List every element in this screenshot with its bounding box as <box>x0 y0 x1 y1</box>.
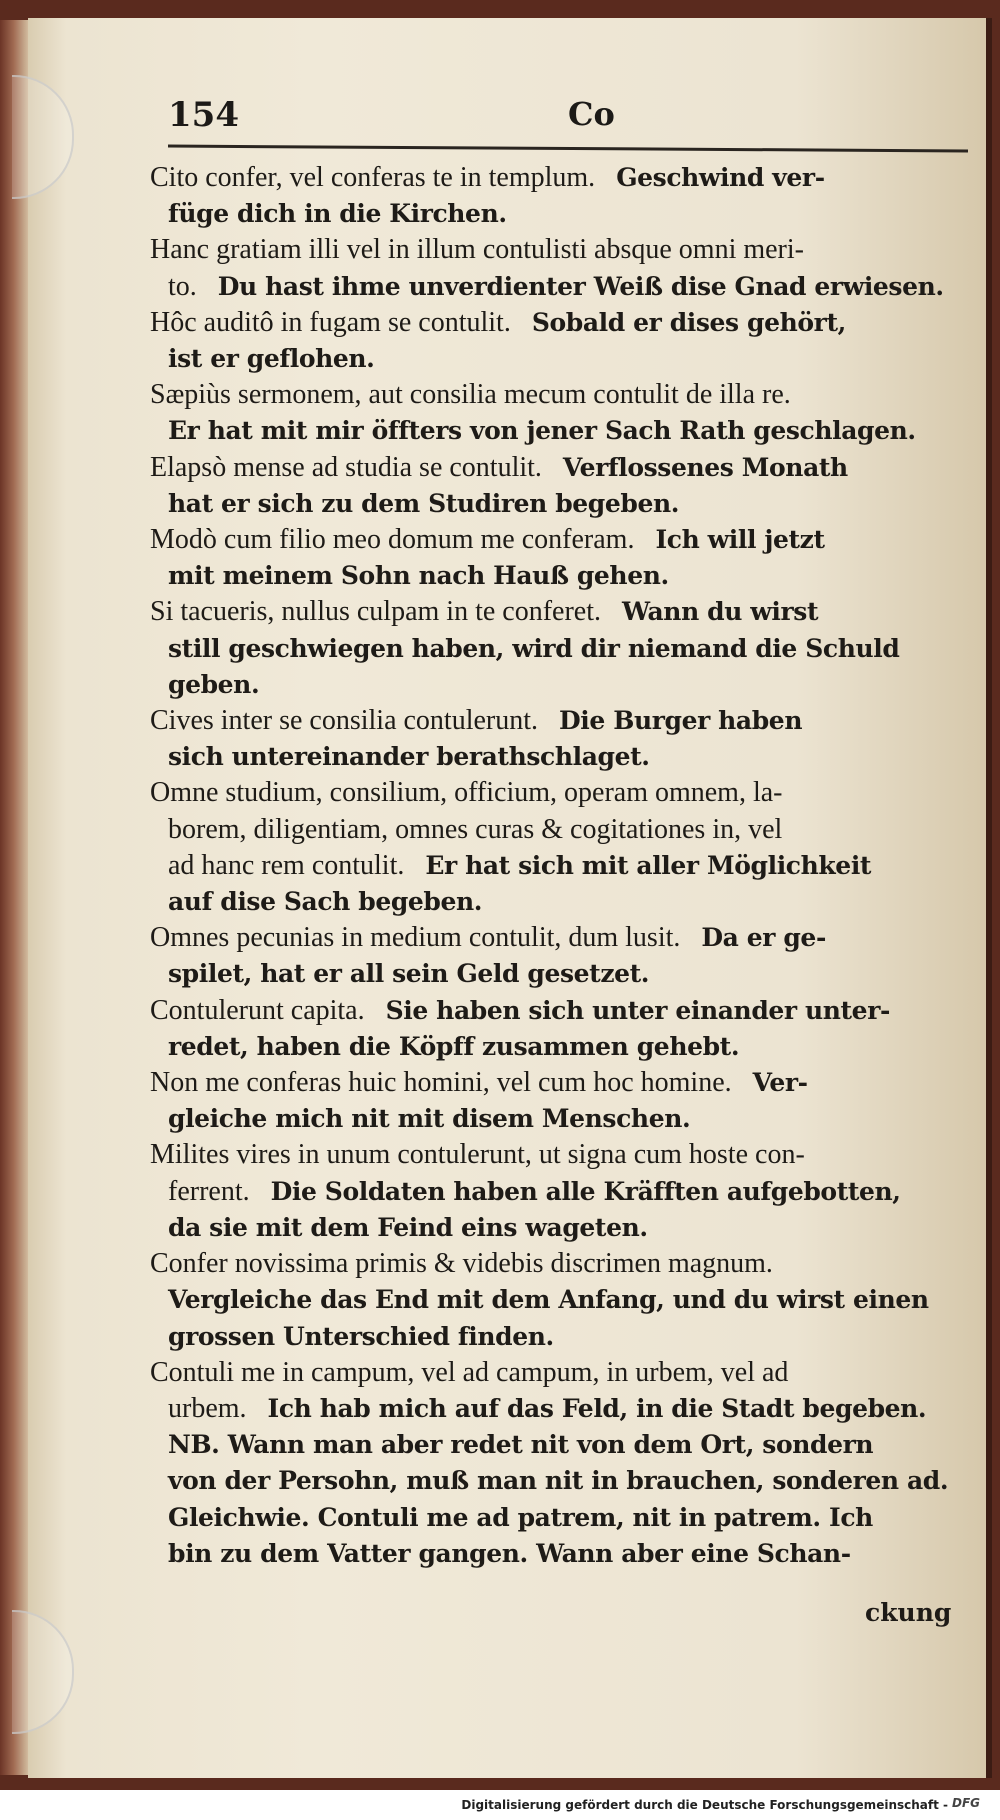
text-line <box>168 1101 980 1137</box>
text-line <box>150 1065 980 1101</box>
text-line <box>150 1246 980 1282</box>
text-line <box>168 486 980 522</box>
text-line <box>168 341 980 377</box>
dictionary-entry <box>150 450 980 522</box>
text-line <box>168 1174 980 1210</box>
german-translation: Ver- <box>752 1068 808 1098</box>
text-line <box>150 1137 980 1173</box>
german-translation: Die Soldaten haben alle Kräfften aufgebotten, <box>270 1176 901 1206</box>
text-line <box>168 631 980 667</box>
latin-phrase: Sæpiùs sermonem, aut consilia mecum contulit de illa re. <box>150 379 791 411</box>
text-line <box>168 1210 980 1246</box>
german-translation: gleiche mich nit mit disem Menschen. <box>168 1104 691 1134</box>
text-line <box>150 775 980 811</box>
german-translation: Sobald er dises gehört, <box>531 307 846 337</box>
dfg-logo: DFG <box>952 1796 981 1810</box>
latin-phrase: Hôc auditô in fugam se contulit. <box>150 306 511 338</box>
latin-phrase: Modò cum filio meo domum me conferam. <box>150 524 635 556</box>
text-line <box>150 232 980 268</box>
catchword: ckung <box>865 1598 952 1627</box>
text-line <box>168 739 980 775</box>
dictionary-entry <box>150 305 980 377</box>
latin-phrase: Omnes pecunias in medium contulit, dum lusit. <box>150 922 681 954</box>
text-line <box>168 269 980 305</box>
dictionary-entry <box>150 522 980 594</box>
latin-phrase: borem, diligentiam, omnes curas & cogitationes in, vel <box>168 813 783 845</box>
latin-phrase: Contuli me in campum, vel ad campum, in urbem, vel ad <box>150 1356 789 1388</box>
german-translation: hat er sich zu dem Studiren begeben. <box>168 488 680 518</box>
german-translation: geben. <box>168 669 260 699</box>
latin-phrase: Cives inter se consilia contulerunt. <box>150 705 539 737</box>
latin-phrase: Omne studium, consilium, officium, operam omnem, la- <box>150 777 783 809</box>
text-line <box>168 1319 980 1355</box>
dictionary-entry <box>150 775 980 920</box>
german-translation: Du hast ihme unverdienter Weiß dise Gnad erwiesen. <box>217 271 944 301</box>
latin-phrase: Elapsò mense ad studia se contulit. <box>150 451 542 483</box>
latin-phrase: ad hanc rem contulit. <box>168 849 405 881</box>
german-translation: Verflossenes Monath <box>562 452 848 482</box>
latin-phrase: Milites vires in unum contulerunt, ut signa cum hoste con- <box>150 1139 805 1171</box>
german-translation: Sie haben sich unter einander unter- <box>385 995 890 1025</box>
latin-phrase: Non me conferas huic homini, vel cum hoc homine. <box>150 1067 732 1099</box>
latin-phrase: ferrent. <box>168 1175 250 1207</box>
german-translation: ist er geflohen. <box>168 344 375 374</box>
latin-phrase: Confer novissima primis & videbis discrimen magnum. <box>150 1248 773 1280</box>
text-line <box>168 1029 980 1065</box>
text-line <box>168 196 980 232</box>
text-line <box>168 812 980 848</box>
german-translation: still geschwiegen haben, wird dir niemand die Schuld <box>168 633 900 663</box>
text-line <box>150 305 980 341</box>
latin-phrase: to. <box>168 270 197 302</box>
latin-phrase: Si tacueris, nullus culpam in te conferet. <box>150 596 601 628</box>
text-line <box>150 594 980 630</box>
german-translation: sich untereinander berathschlaget. <box>168 742 650 772</box>
text-line <box>168 1536 980 1572</box>
german-translation: Ich will jetzt <box>655 525 825 555</box>
text-line <box>168 1282 980 1318</box>
german-translation: füge dich in die Kirchen. <box>168 199 507 229</box>
text-line <box>150 450 980 486</box>
german-translation: Die Burger haben <box>559 706 803 736</box>
dictionary-entry <box>150 232 980 304</box>
dictionary-entry <box>150 703 980 775</box>
latin-phrase: Cito confer, vel conferas te in templum. <box>150 162 596 193</box>
dictionary-entry <box>150 1137 980 1246</box>
german-translation: Gleichwie. Contuli me ad patrem, nit in patrem. Ich <box>168 1502 873 1532</box>
german-translation: Er hat mit mir öffters von jener Sach Rath geschlagen. <box>168 416 916 446</box>
german-translation: Geschwind ver- <box>616 163 825 192</box>
latin-phrase: urbem. <box>168 1392 247 1424</box>
german-translation: Ich hab mich auf das Feld, in die Stadt begeben. <box>267 1393 927 1423</box>
german-translation: mit meinem Sohn nach Hauß gehen. <box>168 561 669 591</box>
text-line <box>150 377 980 413</box>
text-line <box>150 993 980 1029</box>
dictionary-entry <box>150 1065 980 1137</box>
text-line <box>168 413 980 449</box>
dictionary-entry <box>150 920 980 992</box>
text-line <box>168 848 980 884</box>
dictionary-entry <box>150 377 980 449</box>
text-line <box>168 1391 980 1427</box>
german-translation: Da er ge- <box>701 923 826 953</box>
german-translation: Vergleiche das End mit dem Anfang, und du wirst einen <box>168 1285 929 1315</box>
german-translation: spilet, hat er all sein Geld gesetzet. <box>168 959 650 989</box>
text-line <box>168 558 980 594</box>
text-line <box>150 920 980 956</box>
text-line <box>168 1427 980 1463</box>
text-line <box>168 956 980 992</box>
page-header <box>168 95 968 145</box>
german-translation: da sie mit dem Feind eins wageten. <box>168 1212 648 1242</box>
dictionary-entry <box>150 1246 980 1355</box>
dictionary-entry <box>150 594 980 703</box>
page-number: 154 <box>168 95 239 135</box>
german-translation: redet, haben die Köpff zusammen gehebt. <box>168 1031 740 1061</box>
text-line <box>168 1463 980 1499</box>
dictionary-entry <box>150 160 980 232</box>
german-translation: Er hat sich mit aller Möglichkeit <box>425 850 872 880</box>
footer-bar <box>0 1790 1000 1820</box>
german-translation: von der Persohn, muß man nit in brauchen, sonderen ad. <box>168 1466 949 1496</box>
german-translation: NB. Wann man aber redet nit von dem Ort, sondern <box>168 1430 874 1460</box>
latin-phrase: Hanc gratiam illi vel in illum contulisti absque omni meri- <box>150 234 804 266</box>
text-line <box>150 703 980 739</box>
text-line <box>150 1355 980 1391</box>
text-line <box>150 160 980 196</box>
dictionary-entry <box>150 1355 980 1572</box>
dictionary-text <box>150 160 980 1572</box>
text-line <box>150 522 980 558</box>
text-line <box>168 667 980 703</box>
text-line <box>168 884 980 920</box>
book-page-edge <box>0 20 30 1775</box>
footer-credit: Digitalisierung gefördert durch die Deutsche Forschungsgemeinschaft - <box>461 1798 948 1812</box>
german-translation: Wann du wirst <box>621 597 819 627</box>
german-translation: grossen Unterschied finden. <box>168 1321 554 1351</box>
latin-phrase: Contulerunt capita. <box>150 994 365 1026</box>
text-line <box>168 1500 980 1536</box>
german-translation: auf dise Sach begeben. <box>168 887 483 917</box>
running-head: Co <box>568 95 615 133</box>
german-translation: bin zu dem Vatter gangen. Wann aber eine Schan- <box>168 1538 851 1568</box>
dictionary-entry <box>150 993 980 1065</box>
